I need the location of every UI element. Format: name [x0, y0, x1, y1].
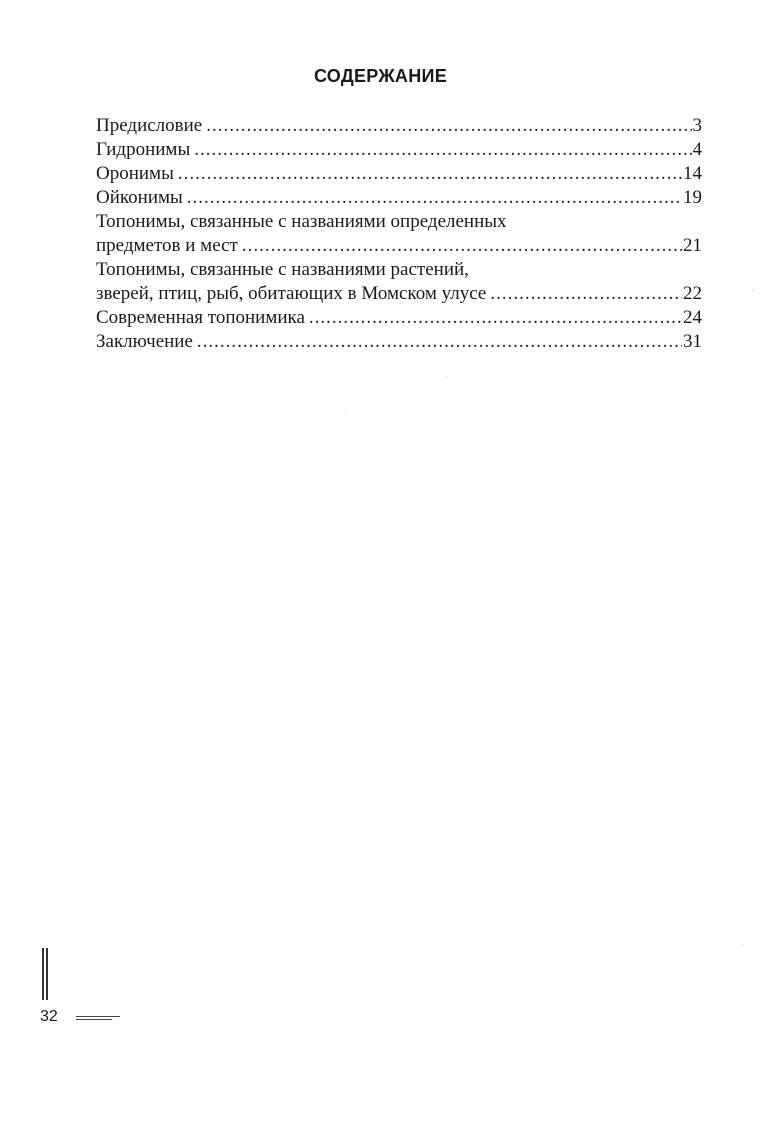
toc-entry	[96, 258, 702, 306]
toc-line	[96, 330, 702, 354]
page-rule	[76, 1016, 120, 1022]
toc-entry	[96, 306, 702, 330]
scan-speck	[346, 412, 347, 413]
toc-entry-title: Предисловие	[96, 115, 203, 136]
toc-entry	[96, 162, 702, 186]
toc-line	[96, 186, 702, 210]
page-number: 32	[40, 1008, 58, 1025]
scan-speck	[446, 376, 447, 377]
page-rule-line	[76, 1019, 112, 1020]
scan-speck	[752, 290, 753, 291]
toc-entry-title: предметов и мест	[96, 235, 238, 256]
scan-speck	[742, 944, 743, 945]
toc-page-number: 22	[683, 283, 702, 304]
page-title: СОДЕРЖАНИЕ	[313, 66, 448, 86]
toc-page-number: 4	[692, 139, 702, 160]
toc-dot-leader	[194, 138, 691, 162]
toc-page-number: 14	[683, 163, 702, 184]
toc-page-number: 24	[683, 307, 702, 328]
toc-line	[96, 114, 702, 138]
toc-line	[96, 234, 702, 258]
toc-entry-title: Современная топонимика	[96, 307, 305, 328]
page-rule-line	[76, 1016, 120, 1017]
table-of-contents	[96, 114, 702, 354]
margin-bars	[42, 948, 48, 1000]
toc-dot-leader	[197, 330, 682, 354]
toc-entry-title: Топонимы, связанные с названиями определенных	[96, 211, 507, 232]
toc-entry	[96, 210, 702, 258]
toc-dot-leader	[187, 186, 682, 210]
toc-page-number: 31	[683, 331, 702, 352]
toc-dot-leader	[309, 306, 682, 330]
toc-page-number: 3	[692, 115, 702, 136]
toc-entry-title: Ойконимы	[96, 187, 183, 208]
toc-entry-title: Гидронимы	[96, 139, 191, 160]
toc-entry	[96, 138, 702, 162]
toc-line	[96, 258, 702, 282]
toc-line	[96, 282, 702, 306]
toc-page-number: 19	[683, 187, 702, 208]
toc-dot-leader	[206, 114, 691, 138]
margin-bar-right	[46, 948, 48, 1000]
toc-entry	[96, 330, 702, 354]
toc-line	[96, 210, 702, 234]
toc-entry-title: Заключение	[96, 331, 193, 352]
toc-entry-title: Топонимы, связанные с названиями растений,	[96, 259, 469, 280]
toc-line	[96, 162, 702, 186]
toc-page-number: 21	[683, 235, 702, 256]
toc-line	[96, 138, 702, 162]
margin-bar-left	[42, 948, 44, 1000]
toc-entry-title: зверей, птиц, рыб, обитающих в Момском улусе	[96, 283, 487, 304]
toc-line	[96, 306, 702, 330]
toc-dot-leader	[242, 234, 682, 258]
toc-dot-leader	[178, 162, 682, 186]
toc-dot-leader	[490, 282, 682, 306]
toc-entry	[96, 114, 702, 138]
toc-entry	[96, 186, 702, 210]
toc-entry-title: Оронимы	[96, 163, 174, 184]
